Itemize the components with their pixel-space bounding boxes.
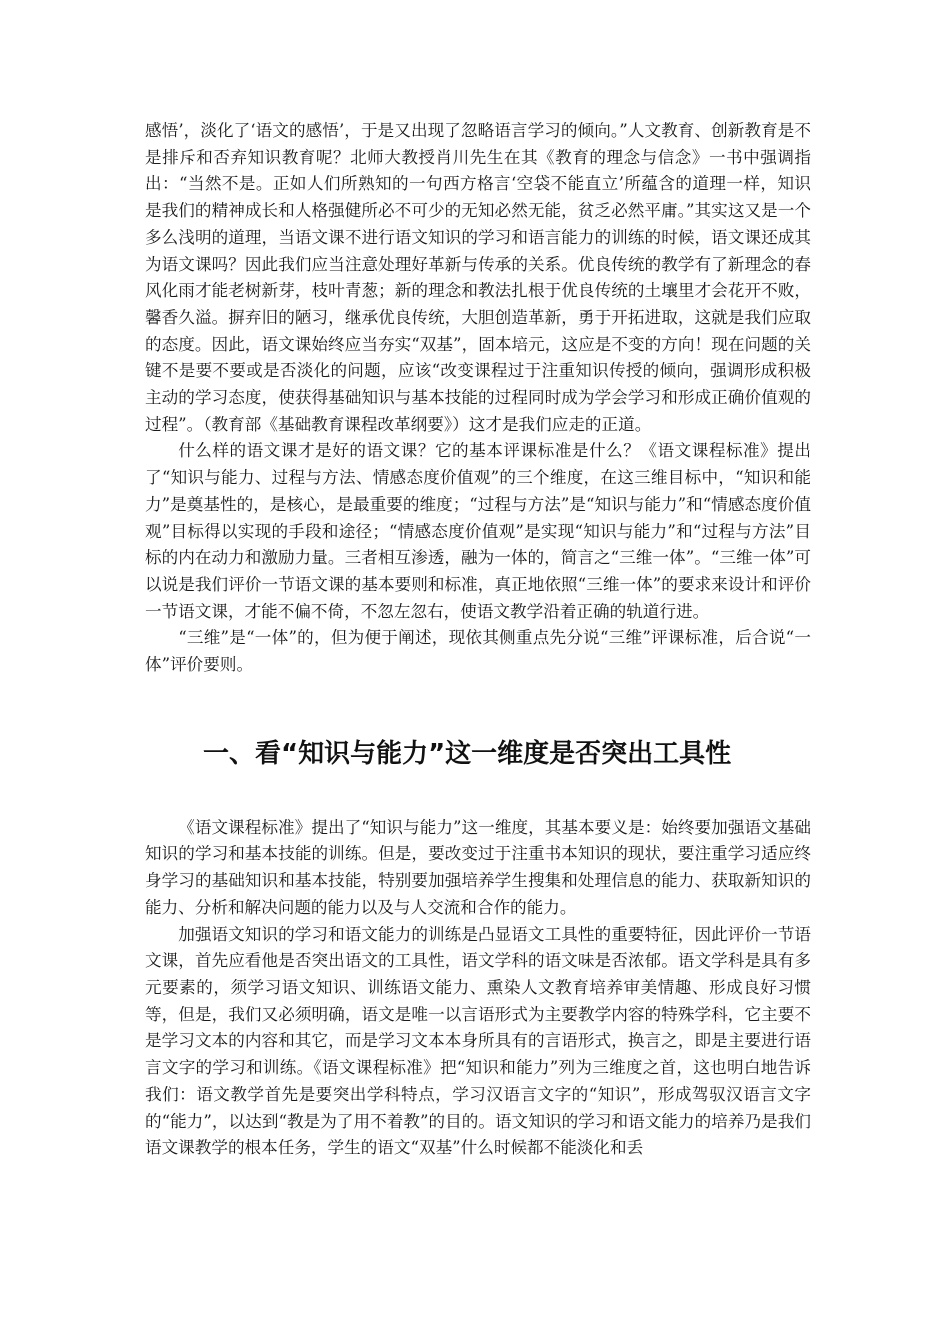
paragraph-knowledge-ability: 《语文课程标准》提出了“知识与能力”这一维度，其基本要义是：始终要加强语文基础知识的学习和基本技能的训练。但是，要改变过于注重书本知识的现状，要注重学习适应终身学习的基础知识和基本技能，特别要加强培养学生搜集和处理信息的能力、获取新知识的能力、分析和解决问题的能力以及与人交流和合作的能力。 xyxy=(145,817,811,917)
paragraph-three-dimensions: “三维”是“一体”的，但为便于阐述，现依其侧重点先分说“三维”评课标准，后合说“一体”评价要则。 xyxy=(145,628,811,675)
paragraph-instrumental-nature: 加强语文知识的学习和语文能力的训练是凸显语文工具性的重要特征，因此评价一节语文课，首先应看他是否突出语文的工具性，语文学科的语文味是否浓郁。语文学科是具有多元要素的，须学习语文知识、训练语文能力、熏染人文教育培养审美情趣、形成良好习惯等，但是，我们又必须明确，语文是唯一以言语形式为主要教学内容的特殊学科，它主要不是学习文本的内容和其它，而是学习文本本身所具有的言语形式，换言之，即是主要进行语言文字的学习和训练。《语文课程标准》把“知识和能力”列为三维度之首，这也明白地告诉我们：语文教学首先是要突出学科特点，学习汉语言文字的“知识”，形成驾驭汉语言文字的“能力”，以达到“教是为了用不着教”的目的。语文知识的学习和语文能力的培养乃是我们语文课教学的根本任务，学生的语文“双基”什么时候都不能淡化和丢 xyxy=(145,924,811,1158)
section-heading: 一、看“知识与能力”这一维度是否突出工具性 xyxy=(203,738,732,769)
paragraph-continued: 感悟’，淡化了‘语文的感悟’，于是又出现了忽略语言学习的倾向。”人文教育、创新教育是不是排斥和否弃知识教育呢？北师大教授肖川先生在其《教育的理念与信念》一书中强调指出：“当然不是。正如人们所熟知的一句西方格言‘空袋不能直立’所蕴含的道理一样，知识是我们的精神成长和人格强健所必不可少的无知必然无能，贫乏必然平庸。”其实这又是一个多么浅明的道理，当语文课不进行语文知识的学习和语言能力的训练的时候，语文课还成其为语文课吗？因此我们应当注意处理好革新与传承的关系。优良传统的教学有了新理念的春风化雨才能老树新芽，枝叶青葱；新的理念和教法扎根于优良传统的土壤里才会花开不败，馨香久溢。摒弃旧的陋习，继承优良传统，大胆创造革新，勇于开拓进取，这就是我们应取的态度。因此，语文课始终应当夯实“双基”，固本培元，这应是不变的方向！现在问题的关键不是要不要或是否淡化的问题，应该“改变课程过于注重知识传授的倾向，强调形成积极主动的学习态度，使获得基础知识与基本技能的过程同时成为学会学习和形成正确价值观的过程”。（教育部《基础教育课程改革纲要》）这才是我们应走的正道。 xyxy=(145,121,811,434)
document-page xyxy=(145,118,811,1162)
paragraph-evaluation-standard: 什么样的语文课才是好的语文课？它的基本评课标准是什么？《语文课程标准》提出了“知识与能力、过程与方法、情感态度价值观”的三个维度，在这三维目标中，“知识和能力”是奠基性的，是核心，是最重要的维度；“过程与方法”是“知识与能力”和“情感态度价值观”目标得以实现的手段和途径；“情感态度价值观”是实现“知识与能力”和“过程与方法”目标的内在动力和激励力量。三者相互渗透，融为一体的，简言之“三维一体”。“三维一体”可以说是我们评价一节语文课的基本要则和标准，真正地依照“三维一体”的要求来设计和评价一节语文课，才能不偏不倚，不忽左忽右，使语文教学沿着正确的轨道行进。 xyxy=(145,441,811,621)
